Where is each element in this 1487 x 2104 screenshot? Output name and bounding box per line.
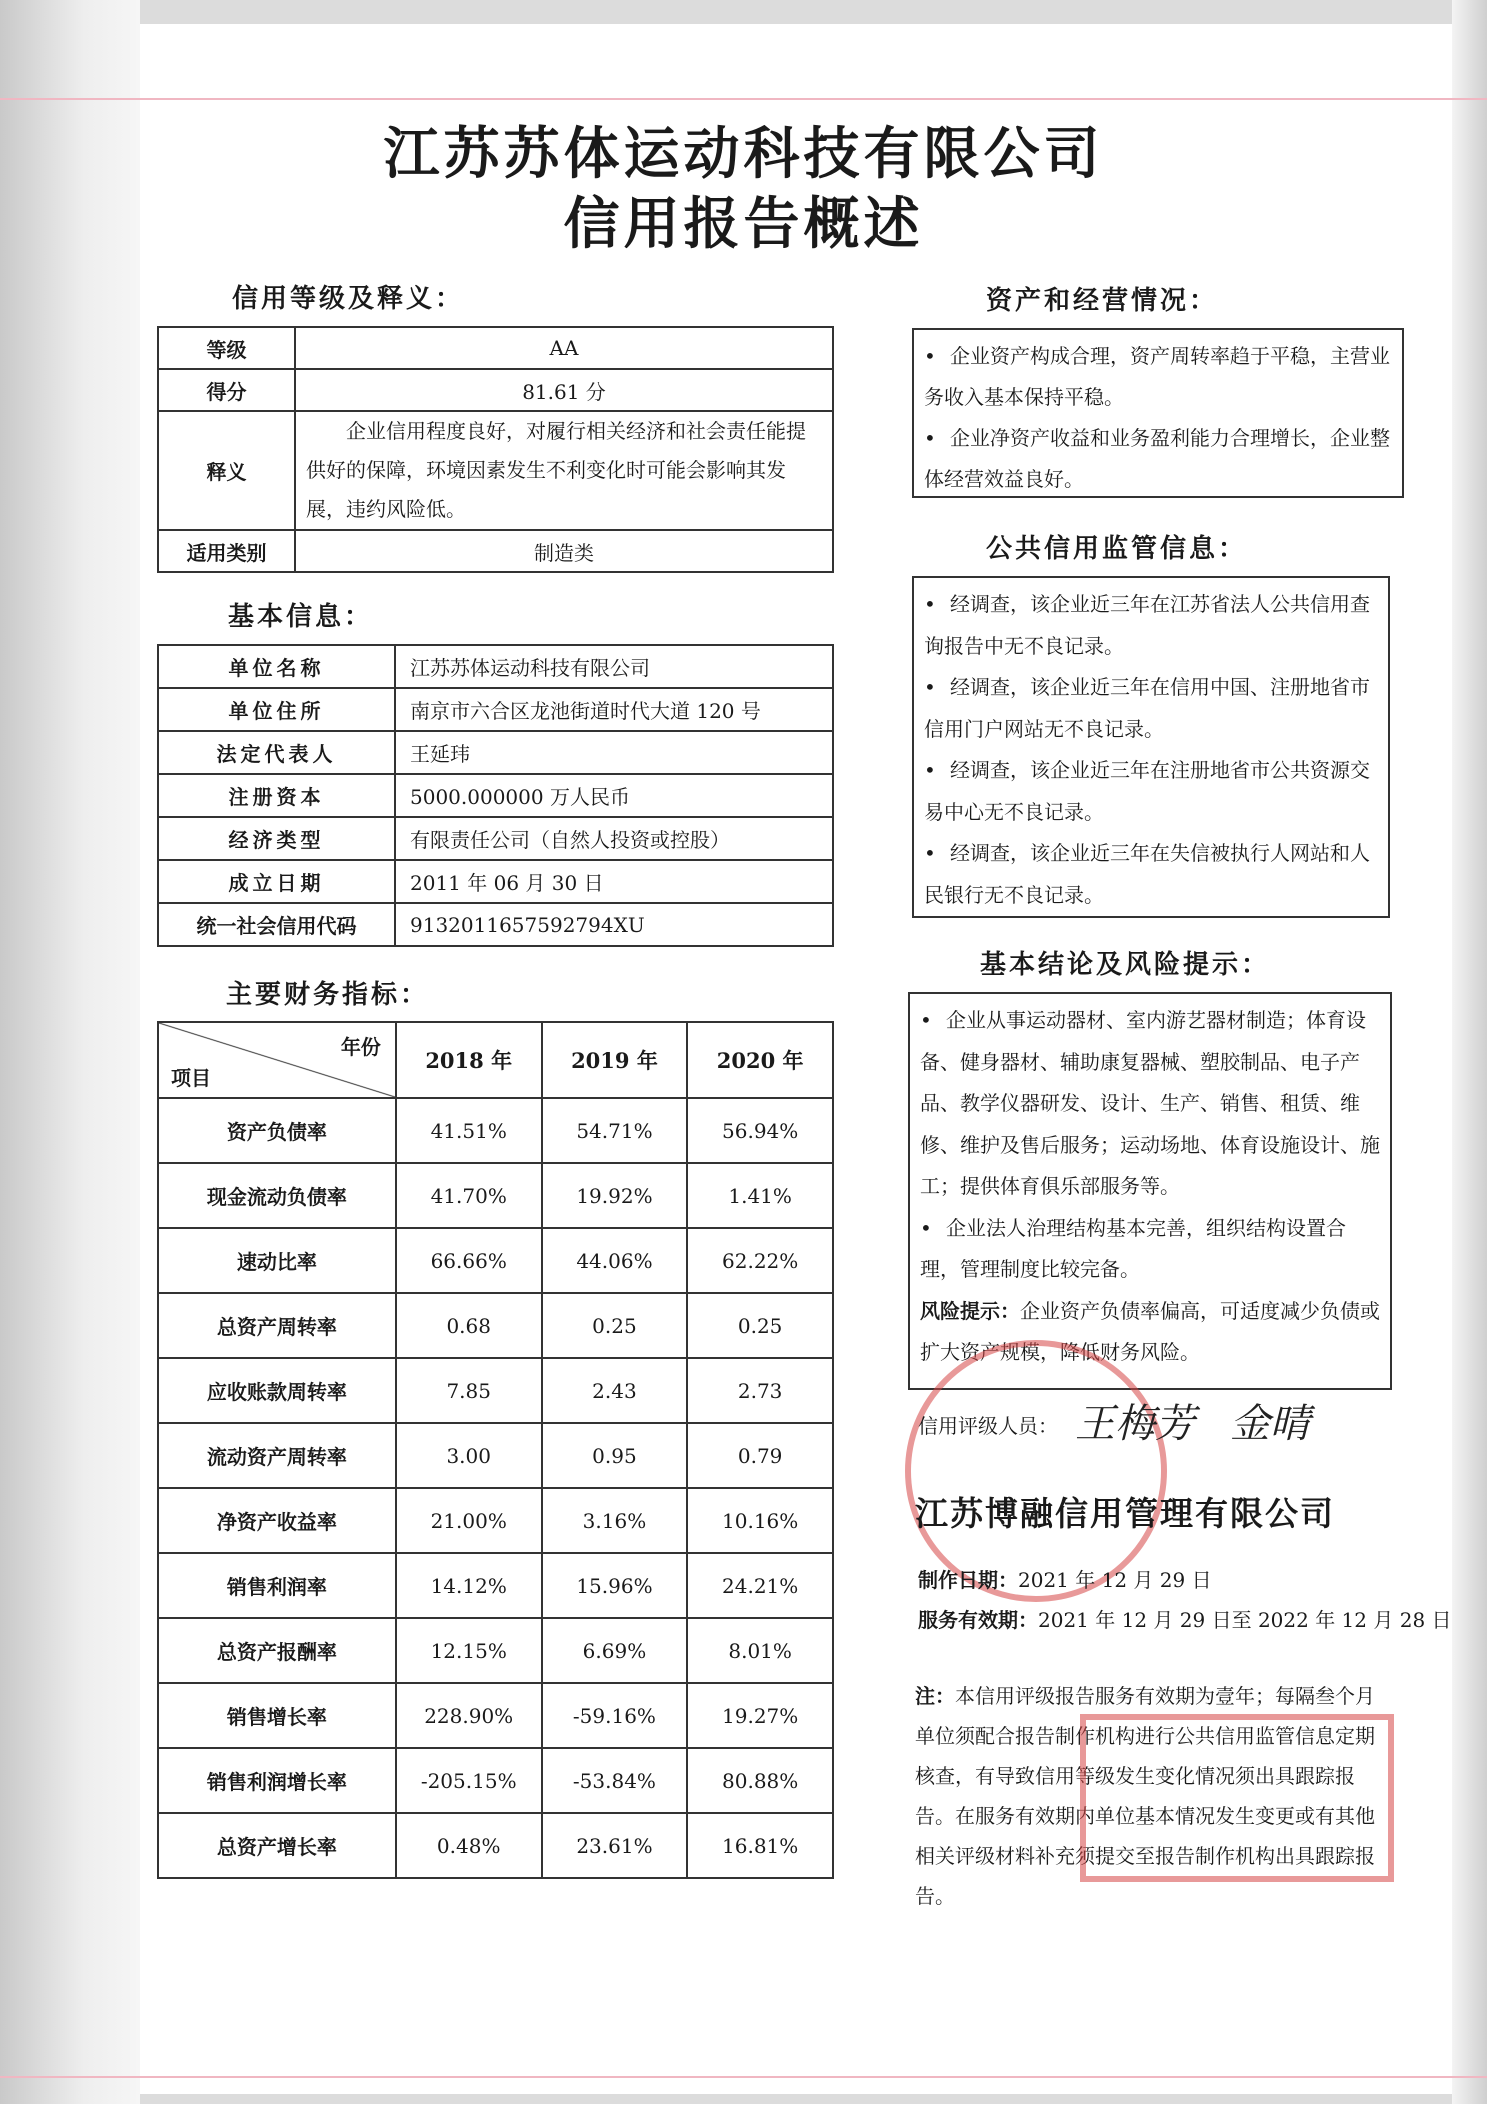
note-label: 注： (915, 1684, 955, 1708)
conclusion-text: 企业从事运动器材、室内游艺器材制造；体育设备、健身器材、辅助康复器械、塑胶制品、电子产品、教学仪器研发、设计、生产、销售、租赁、维修、维护及售后服务；运动场地、体育设施设计、施工；提供体育俱乐部服务等。 (920, 1008, 1380, 1198)
public-item (924, 667, 1378, 750)
validity-period (918, 1604, 1452, 1633)
assets-text: 企业资产构成合理，资产周转率趋于平稳，主营业务收入基本保持平稳。 (924, 344, 1390, 409)
basic-value: 南京市六合区龙池街道时代大道 120 号 (395, 688, 833, 731)
basic-label: 经济类型 (158, 817, 395, 860)
rect-seal-stamp (1080, 1714, 1394, 1882)
assets-item (924, 336, 1392, 418)
basic-label: 注册资本 (158, 774, 395, 817)
metric-value: 19.92% (542, 1163, 688, 1228)
metric-value: 16.81% (687, 1813, 833, 1878)
bullet-icon: • (920, 1008, 932, 1032)
risk-label: 风险提示： (920, 1298, 1020, 1323)
metric-value: 3.16% (542, 1488, 688, 1553)
basic-label: 成立日期 (158, 860, 395, 903)
section-basic-heading: 基本信息： (228, 602, 374, 632)
metric-value: 1.41% (687, 1163, 833, 1228)
definition-label: 释义 (158, 411, 295, 530)
metric-value: 0.25 (687, 1293, 833, 1358)
metric-value: 15.96% (542, 1553, 688, 1618)
public-text: 经调查，该企业近三年在失信被执行人网站和人民银行无不良记录。 (924, 841, 1370, 907)
metric-label: 现金流动负债率 (158, 1163, 396, 1228)
report-title: 江苏苏体运动科技有限公司 (383, 122, 1104, 187)
assets-box (912, 328, 1404, 498)
metric-value: 62.22% (687, 1228, 833, 1293)
bullet-icon: • (924, 758, 936, 782)
header-corner (158, 1022, 396, 1098)
raters-label: 信用评级人员： (918, 1414, 1058, 1438)
rater-signature-2: 金晴 (1230, 1401, 1310, 1447)
basic-label: 统一社会信用代码 (158, 903, 395, 946)
metric-value: 0.95 (542, 1423, 688, 1488)
metric-label: 销售增长率 (158, 1683, 396, 1748)
category-label: 适用类别 (158, 530, 295, 572)
metric-value: 12.15% (396, 1618, 542, 1683)
made-date (918, 1564, 1212, 1593)
note-text: 本信用评级报告服务有效期为壹年；每隔叁个月单位须配合报告制作机构进行公共信用监管信息定期核查，有导致信用等级发生变化情况须出具跟踪报告。在服务有效期内单位基本情况发生变更或有其他相关评级材料补充须提交至报告制作机构出具跟踪报告。 (915, 1684, 1375, 1908)
made-date-label: 制作日期： (918, 1568, 1018, 1592)
conclusion-item (920, 1000, 1380, 1208)
score-value: 81.61 分 (295, 369, 833, 411)
bullet-icon: • (924, 675, 936, 699)
public-box (912, 576, 1390, 918)
metric-value: 54.71% (542, 1098, 688, 1163)
metric-value: 2.43 (542, 1358, 688, 1423)
metric-value: 41.70% (396, 1163, 542, 1228)
rater-signature-1: 王梅芳 (1075, 1401, 1195, 1447)
metric-label: 流动资产周转率 (158, 1423, 396, 1488)
metric-value: 66.66% (396, 1228, 542, 1293)
corner-item: 项目 (171, 1066, 211, 1090)
metric-label: 总资产周转率 (158, 1293, 396, 1358)
validity-value: 2021 年 12 月 29 日至 2022 年 12 月 28 日 (1038, 1608, 1452, 1632)
metric-value: 0.48% (396, 1813, 542, 1878)
conclusion-text: 企业法人治理结构基本完善，组织结构设置合理，管理制度比较完备。 (920, 1215, 1346, 1281)
metric-value: -59.16% (542, 1683, 688, 1748)
grade-value: AA (295, 327, 833, 369)
public-text: 经调查，该企业近三年在信用中国、注册地省市信用门户网站无不良记录。 (924, 675, 1370, 741)
metric-value: 14.12% (396, 1553, 542, 1618)
metric-value: 7.85 (396, 1358, 542, 1423)
basic-info-table (157, 644, 834, 947)
metric-label: 总资产报酬率 (158, 1618, 396, 1683)
metric-value: 23.61% (542, 1813, 688, 1878)
metric-value: 21.00% (396, 1488, 542, 1553)
basic-value: 江苏苏体运动科技有限公司 (395, 645, 833, 688)
metric-label: 速动比率 (158, 1228, 396, 1293)
conclusion-item (920, 1208, 1380, 1291)
metric-value: -205.15% (396, 1748, 542, 1813)
year-header: 2018 年 (396, 1022, 542, 1098)
metric-label: 净资产收益率 (158, 1488, 396, 1553)
bullet-icon: • (924, 344, 936, 368)
definition-text (295, 411, 833, 530)
bullet-icon: • (924, 426, 936, 450)
pink-rule (0, 2076, 1487, 2078)
metric-label: 销售利润增长率 (158, 1748, 396, 1813)
public-item (924, 833, 1378, 916)
made-date-value: 2021 年 12 月 29 日 (1018, 1568, 1212, 1592)
section-rating-heading: 信用等级及释义： (232, 284, 465, 314)
basic-label: 单位住所 (158, 688, 395, 731)
assets-item (924, 418, 1392, 500)
metric-value: 0.25 (542, 1293, 688, 1358)
binding-spine (0, 0, 140, 2104)
agency-name: 江苏博融信用管理有限公司 (915, 1494, 1335, 1533)
year-header: 2020 年 (687, 1022, 833, 1098)
basic-value: 王延玮 (395, 731, 833, 774)
metric-value: 3.00 (396, 1423, 542, 1488)
bullet-icon: • (924, 592, 936, 616)
metric-value: 41.51% (396, 1098, 542, 1163)
assets-text: 企业净资产收益和业务盈利能力合理增长，企业整体经营效益良好。 (924, 426, 1390, 491)
metric-value: 10.16% (687, 1488, 833, 1553)
metric-value: 19.27% (687, 1683, 833, 1748)
validity-label: 服务有效期： (918, 1608, 1038, 1632)
metric-label: 总资产增长率 (158, 1813, 396, 1878)
metric-value: 24.21% (687, 1553, 833, 1618)
score-label: 得分 (158, 369, 295, 411)
basic-label: 单位名称 (158, 645, 395, 688)
metric-value: 8.01% (687, 1618, 833, 1683)
conclusion-box (908, 992, 1392, 1390)
metric-value: 6.69% (542, 1618, 688, 1683)
metric-value: 44.06% (542, 1228, 688, 1293)
metric-value: 80.88% (687, 1748, 833, 1813)
metric-label: 资产负债率 (158, 1098, 396, 1163)
pink-rule (0, 98, 1487, 100)
corner-year: 年份 (340, 1035, 381, 1059)
metric-value: 0.68 (396, 1293, 542, 1358)
basic-value: 5000.000000 万人民币 (395, 774, 833, 817)
rating-table (157, 326, 834, 573)
metric-value: -53.84% (542, 1748, 688, 1813)
metric-value: 0.79 (687, 1423, 833, 1488)
metric-value: 56.94% (687, 1098, 833, 1163)
risk-text: 企业资产负债率偏高，可适度减少负债或扩大资产规模，降低财务风险。 (920, 1298, 1380, 1364)
public-item (924, 584, 1378, 667)
category-value: 制造类 (295, 530, 833, 572)
bullet-icon: • (920, 1215, 932, 1240)
basic-value: 2011 年 06 月 30 日 (395, 860, 833, 903)
round-seal-stamp (905, 1340, 1167, 1602)
basic-value: 有限责任公司（自然人投资或控股） (395, 817, 833, 860)
finance-table (157, 1021, 834, 1879)
metric-value: 2.73 (687, 1358, 833, 1423)
report-subtitle: 信用报告概述 (563, 192, 924, 257)
public-item (924, 750, 1378, 833)
metric-label: 应收账款周转率 (158, 1358, 396, 1423)
public-text: 经调查，该企业近三年在注册地省市公共资源交易中心无不良记录。 (924, 758, 1370, 824)
metric-label: 销售利润率 (158, 1553, 396, 1618)
basic-label: 法定代表人 (158, 731, 395, 774)
basic-value: 9132011657592794XU (395, 903, 833, 946)
bullet-icon: • (924, 841, 936, 865)
page-edge (1452, 0, 1487, 2104)
metric-value: 228.90% (396, 1683, 542, 1748)
section-finance-heading: 主要财务指标： (226, 980, 430, 1010)
section-public-heading: 公共信用监管信息： (986, 534, 1248, 564)
section-conclusion-heading: 基本结论及风险提示： (980, 950, 1271, 980)
definition-value: 企业信用程度良好，对履行相关经济和社会责任能提供好的保障，环境因素发生不利变化时可能会影响其发展，违约风险低。 (306, 419, 806, 521)
section-assets-heading: 资产和经营情况： (986, 286, 1219, 316)
public-text: 经调查，该企业近三年在江苏省法人公共信用查询报告中无不良记录。 (924, 592, 1370, 658)
year-header: 2019 年 (542, 1022, 688, 1098)
grade-label: 等级 (158, 327, 295, 369)
